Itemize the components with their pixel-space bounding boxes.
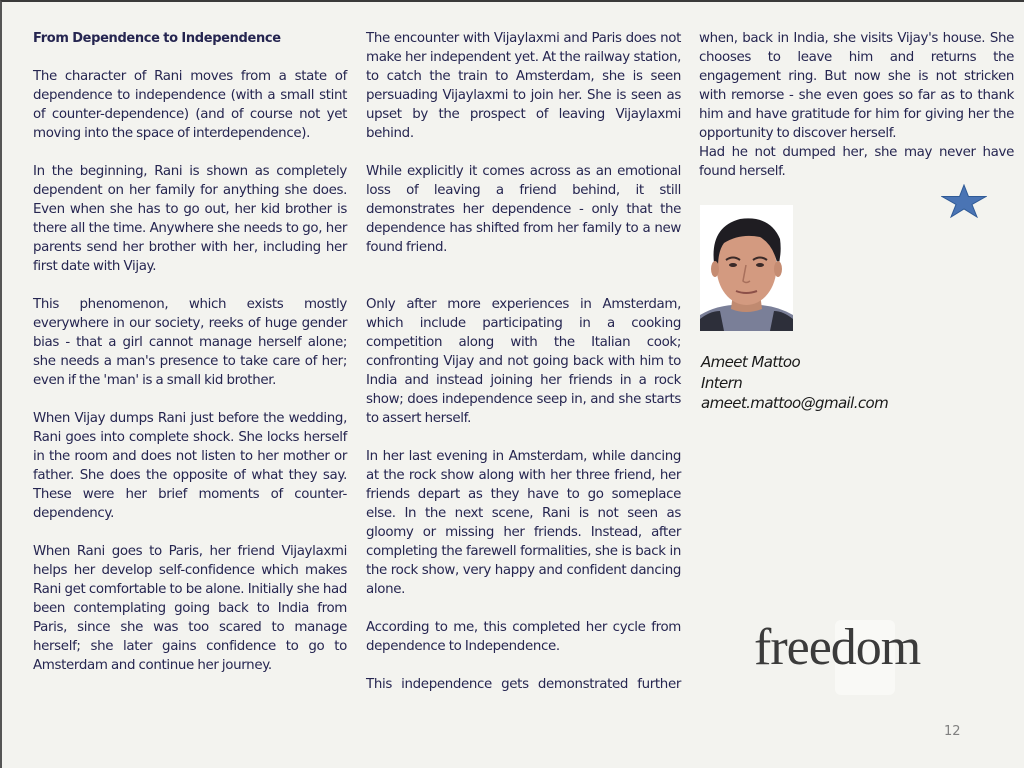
paragraph: The character of Rani moves from a state of dependence to independence (with a small stint of counter-dependence) (and of course not yet moving into the space of interdependence). [33, 69, 347, 141]
page-number: 12 [944, 724, 961, 739]
author-photo [700, 205, 793, 331]
paragraph: According to me, this completed her cycle from dependence to Independence. [366, 620, 681, 654]
column-1 [33, 29, 347, 694]
paragraph: When Rani goes to Paris, her friend Vijaylaxmi helps her develop self-confidence which makes Rani get comfortable to be alone. Initially she had been contemplating going back to India from Paris, since she was too scared to manage herself; she later gains confidence to go to Amsterdam and continue her journey. [33, 544, 347, 673]
paragraph: In the beginning, Rani is shown as completely dependent on her family for anything she does. Even when she has to go out, her kid brother is there all the time. Anywhere she needs to go, her parents send her brother with her, including her first date with Vijay. [33, 164, 347, 274]
author-email[interactable]: ameet.mattoo@gmail.com [701, 394, 889, 412]
paragraph: when, back in India, she visits Vijay's house. She chooses to leave him and returns the engagement ring. But now she is not stricken with remorse - she even goes so far as to thank him and have gratitude for him for giving her the opportunity to discover herself. [699, 31, 1014, 141]
article-heading: From Dependence to Independence [33, 31, 281, 46]
paragraph: This phenomenon, which exists mostly everywhere in our society, reeks of huge gender bias - that a girl cannot manage herself alone; she needs a man's presence to take care of her; even if the 'man' is a small kid brother. [33, 297, 347, 388]
freedom-logo: freedom [754, 619, 921, 676]
star-icon [941, 184, 987, 218]
paragraph: Had he not dumped her, she may never have found herself. [699, 145, 1014, 179]
paragraph: The encounter with Vijaylaxmi and Paris does not make her independent yet. At the railway station, to catch the train to Amsterdam, she is seen persuading Vijaylaxmi to join her. She is seen as upset by the prospect of leaving Vijaylaxmi behind. [366, 31, 681, 141]
paragraph: Only after more experiences in Amsterdam, which include participating in a cooking competition along with the Italian cook; confronting Vijay and not going back with him to India and instead joining her friends in a rock show; does independence seep in, and she starts to assert herself. [366, 297, 681, 426]
author-name: Ameet Mattoo [701, 353, 801, 371]
paragraph: In her last evening in Amsterdam, while dancing at the rock show along with her three friend, her friends depart as they have to go someplace else. In the next scene, Rani is not seen as gloomy or missing her friends. Instead, after completing the farewell formalities, she is back in the rock show, very happy and confident dancing alone. [366, 449, 681, 597]
author-role: Intern [701, 373, 743, 392]
paragraph: When Vijay dumps Rani just before the wedding, Rani goes into complete shock. She locks herself in the room and does not listen to her mother or father. She does the opposite of what they say. These were her brief moments of counter-dependency. [33, 411, 347, 521]
column-3 [699, 29, 1014, 200]
paragraph: While explicitly it comes across as an emotional loss of leaving a friend behind, it still demonstrates her dependence - only that the dependence has shifted from her family to a new found friend. [366, 164, 681, 255]
author-contact [701, 352, 888, 414]
paragraph: This independence gets demonstrated further [366, 677, 681, 692]
author-portrait-icon [700, 205, 793, 331]
column-2 [366, 29, 681, 713]
